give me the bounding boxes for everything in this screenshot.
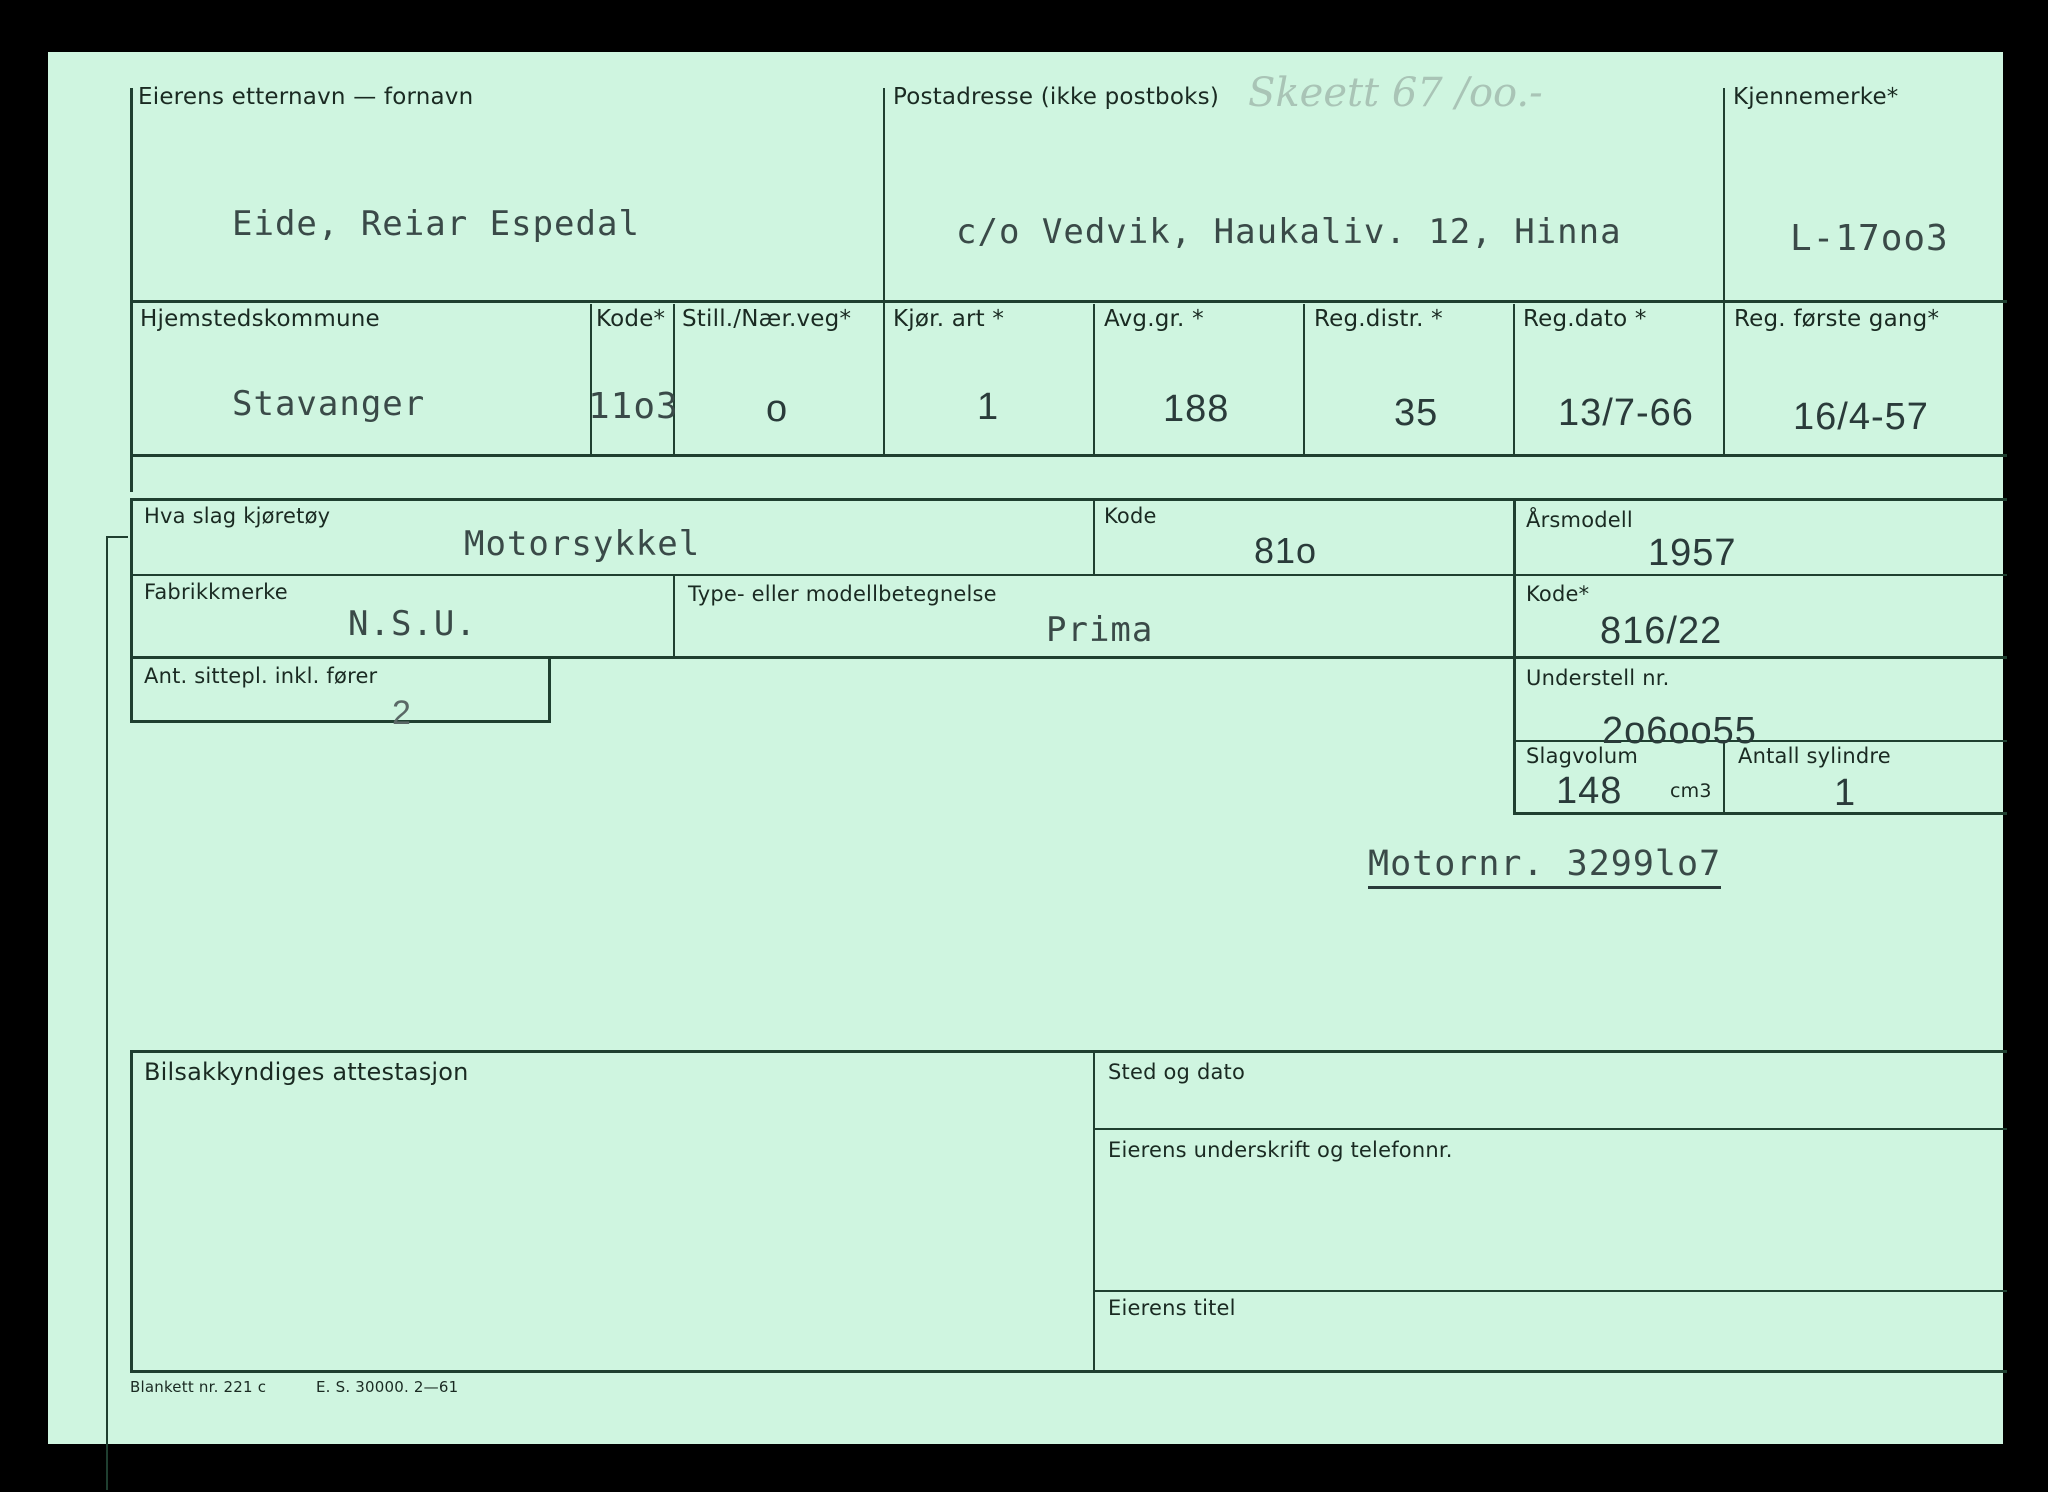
first-reg-label: Reg. første gang* xyxy=(1734,306,1940,332)
rule xyxy=(1723,304,1725,454)
drive-type-label: Kjør. art * xyxy=(893,306,1005,332)
rule xyxy=(1093,500,1095,574)
model-year-label: Årsmodell xyxy=(1526,508,1633,532)
rule xyxy=(883,88,885,332)
rule xyxy=(1723,88,1725,332)
rule xyxy=(130,656,2007,659)
reg-date-label: Reg.dato * xyxy=(1523,306,1647,332)
model-code-value: 816/22 xyxy=(1600,610,1723,652)
reg-date-value: 13/7-66 xyxy=(1558,392,1694,434)
rule xyxy=(130,498,133,722)
rule xyxy=(130,1370,2007,1373)
rule xyxy=(130,498,2007,501)
rule xyxy=(1303,304,1305,454)
cylinders-label: Antall sylindre xyxy=(1738,744,1891,768)
cylinders-value: 1 xyxy=(1834,772,1857,814)
rule xyxy=(590,304,592,454)
code-label: Kode* xyxy=(596,306,666,332)
rule xyxy=(1514,740,2007,742)
model-year-value: 1957 xyxy=(1648,532,1737,574)
rule xyxy=(130,1050,2007,1053)
place-date-label: Sted og dato xyxy=(1108,1060,1246,1084)
vehicle-type-value: Motorsykkel xyxy=(464,524,701,564)
expert-attestation-label: Bilsakkyndiges attestasjon xyxy=(144,1058,469,1086)
rule xyxy=(673,304,675,454)
rule xyxy=(106,536,128,538)
address-value: c/o Vedvik, Haukaliv. 12, Hinna xyxy=(956,212,1622,252)
code-value: 11o3 xyxy=(588,386,679,427)
rule xyxy=(1095,1128,2007,1130)
model-value: Prima xyxy=(1046,610,1154,650)
municipality-label: Hjemstedskommune xyxy=(140,306,380,332)
rule xyxy=(130,300,2007,303)
chassis-value: 2o6oo55 xyxy=(1602,710,1757,752)
reg-district-value: 35 xyxy=(1394,392,1439,434)
rule xyxy=(130,88,133,492)
owner-signature-label: Eierens underskrift og telefonnr. xyxy=(1108,1138,1453,1162)
model-label: Type- eller modellbetegnelse xyxy=(688,582,997,606)
type-code-label: Kode xyxy=(1104,504,1157,528)
rule xyxy=(1095,1290,2007,1292)
rule xyxy=(1093,1052,1095,1372)
registration-card xyxy=(48,52,2003,1444)
model-code-label: Kode* xyxy=(1526,582,1590,606)
plate-label: Kjennemerke* xyxy=(1733,84,1899,110)
owner-title-label: Eierens titel xyxy=(1108,1296,1236,1320)
municipality-value: Stavanger xyxy=(232,384,426,424)
type-code-value: 81o xyxy=(1254,530,1318,571)
seats-value: 2 xyxy=(392,694,412,732)
engine-number: Motornr. 3299lo7 xyxy=(1368,844,1721,889)
vehicle-type-label: Hva slag kjøretøy xyxy=(144,504,331,528)
print-info: E. S. 30000. 2—61 xyxy=(316,1378,459,1396)
address-handwritten-note: Skeett 67 /oo.- xyxy=(1248,70,1543,116)
rule xyxy=(1093,304,1095,454)
reg-district-label: Reg.distr. * xyxy=(1314,306,1443,332)
make-label: Fabrikkmerke xyxy=(144,580,288,604)
position-value: o xyxy=(766,388,789,430)
fee-group-label: Avg.gr. * xyxy=(1104,306,1204,332)
displacement-unit: cm3 xyxy=(1670,780,1712,802)
seats-label: Ant. sittepl. inkl. fører xyxy=(144,664,378,688)
owner-name-value: Eide, Reiar Espedal xyxy=(232,204,640,244)
rule xyxy=(548,658,551,722)
plate-value: L-17oo3 xyxy=(1790,218,1949,259)
drive-type-value: 1 xyxy=(977,386,1000,428)
rule xyxy=(106,536,108,1490)
rule xyxy=(1513,304,1515,454)
position-label: Still./Nær.veg* xyxy=(682,306,852,332)
form-number: Blankett nr. 221 c xyxy=(130,1378,267,1396)
first-reg-value: 16/4-57 xyxy=(1793,396,1929,438)
rule xyxy=(130,1050,133,1372)
displacement-value: 148 xyxy=(1556,770,1623,812)
chassis-label: Understell nr. xyxy=(1526,666,1670,690)
displacement-label: Slagvolum xyxy=(1526,744,1639,768)
address-label: Postadresse (ikke postboks) xyxy=(893,84,1220,110)
rule xyxy=(883,304,885,454)
rule xyxy=(130,720,551,723)
owner-name-label: Eierens etternavn — fornavn xyxy=(138,84,474,110)
rule xyxy=(673,576,675,656)
rule xyxy=(130,454,2007,457)
fee-group-value: 188 xyxy=(1163,388,1230,430)
make-value: N.S.U. xyxy=(348,604,477,644)
